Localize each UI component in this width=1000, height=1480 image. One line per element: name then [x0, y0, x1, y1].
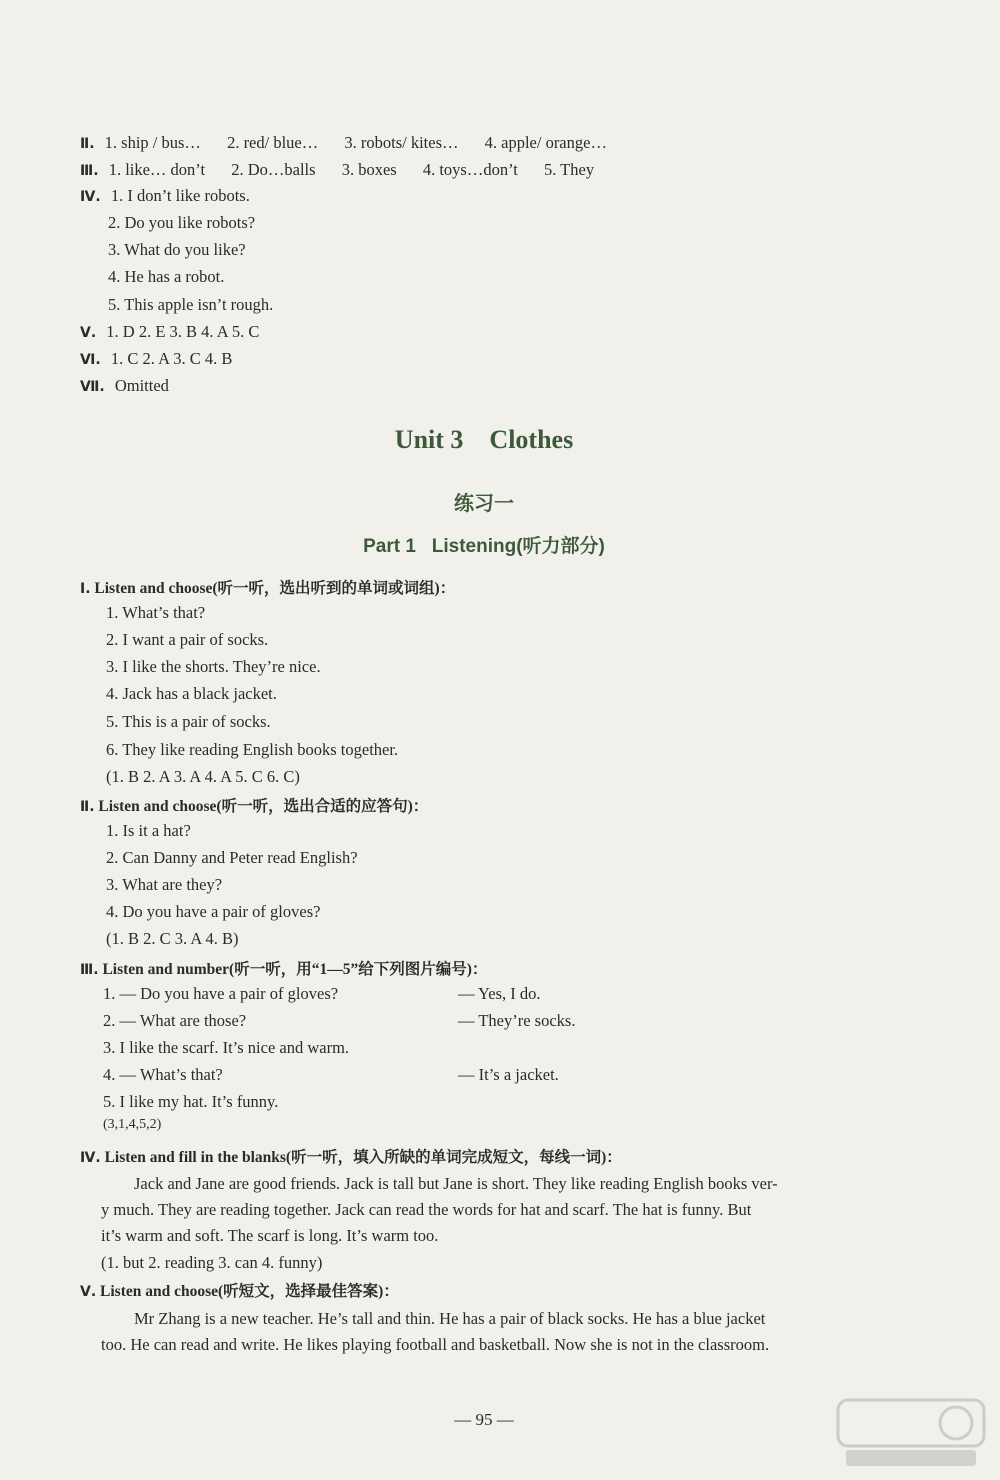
section-4-heading: [80, 1145, 622, 1167]
answer-item: 5. This apple isn’t rough.: [108, 295, 274, 314]
answer-item: 1. ship / bus…: [104, 133, 201, 152]
roman-numeral: Ⅳ.: [80, 1150, 101, 1166]
section-1-heading: [80, 576, 455, 598]
passage-line: Mr Zhang is a new teacher. He’s tall and thin. He has a pair of black socks. He has a blue jacket: [134, 1309, 766, 1328]
answer-key: (1. B 2. A 3. A 4. A 5. C 6. C): [106, 767, 300, 786]
answer-item: 4. toys…don’t: [422, 160, 518, 179]
passage-line: Jack and Jane are good friends. Jack is tall but Jane is short. They like reading English books ver-: [134, 1174, 778, 1193]
section-heading-text: Listen and choose(听一听，选出合适的应答句)：: [98, 798, 429, 815]
answer-row-6: [80, 349, 232, 369]
answer-item: 2. Do…balls: [231, 160, 316, 179]
roman-numeral: Ⅵ.: [80, 352, 101, 368]
answer-item: 3. What do you like?: [108, 240, 246, 259]
answer-key: (3,1,4,5,2): [103, 1117, 162, 1132]
list-item: 1. Is it a hat?: [106, 821, 191, 840]
answer-item: 1. D 2. E 3. B 4. A 5. C: [106, 322, 260, 341]
answer-item: 5. They: [543, 160, 595, 179]
list-item: 3. I like the shorts. They’re nice.: [106, 657, 321, 676]
page-number: — 95 —: [454, 1410, 514, 1429]
part-title: Part 1 Listening(听力部分): [363, 536, 605, 557]
passage-line: y much. They are reading together. Jack can read the words for hat and scarf. The hat is funny. But: [101, 1200, 752, 1219]
answer-row-5: [80, 322, 259, 342]
section-heading-text: Listen and number(听一听，用“1—5”给下列图片编号)：: [102, 961, 488, 978]
section-2-heading: [80, 794, 428, 816]
roman-numeral: Ⅴ.: [80, 325, 97, 341]
answer-item: 4. He has a robot.: [108, 267, 225, 286]
answer-item: 1. like… don’t: [108, 160, 206, 179]
section-heading-text: Listen and fill in the blanks(听一听，填入所缺的单词完成短文，每线一词)：: [104, 1149, 622, 1166]
roman-numeral: Ⅶ.: [80, 379, 105, 395]
list-item: 4. Do you have a pair of gloves?: [106, 902, 321, 921]
roman-numeral: Ⅳ.: [80, 189, 101, 205]
list-item: 2. I want a pair of socks.: [106, 630, 269, 649]
roman-numeral: Ⅱ.: [80, 136, 95, 152]
exercise-title: 练习一: [454, 491, 514, 515]
section-3-heading: [80, 957, 487, 979]
roman-numeral: Ⅱ.: [80, 799, 95, 815]
answer-item: 4. apple/ orange…: [484, 133, 607, 152]
unit-title: Unit 3 Clothes: [394, 425, 574, 454]
dialogue-reply: — They’re socks.: [458, 1011, 576, 1030]
list-item: 3. What are they?: [106, 875, 223, 894]
answer-item: 3. robots/ kites…: [344, 133, 459, 152]
answer-item: Omitted: [114, 376, 169, 395]
dialogue-line: 3. I like the scarf. It’s nice and warm.: [103, 1038, 350, 1057]
dialogue-reply: — Yes, I do.: [458, 984, 541, 1003]
answer-item: 1. C 2. A 3. C 4. B: [110, 349, 233, 368]
roman-numeral: Ⅲ.: [80, 163, 99, 179]
dialogue-line: 5. I like my hat. It’s funny.: [103, 1092, 279, 1111]
list-item: 4. Jack has a black jacket.: [106, 684, 277, 703]
section-heading-text: Listen and choose(听短文，选择最佳答案)：: [100, 1283, 399, 1300]
answer-key: (1. B 2. C 3. A 4. B): [106, 929, 239, 948]
dialogue-line: 1. — Do you have a pair of gloves?: [103, 984, 339, 1003]
roman-numeral: Ⅰ.: [80, 581, 91, 597]
passage-line: it’s warm and soft. The scarf is long. It’s warm too.: [101, 1226, 439, 1245]
passage-line: too. He can read and write. He likes playing football and basketball. Now she is not in the classroom.: [101, 1335, 770, 1354]
section-5-heading: [80, 1279, 399, 1301]
roman-numeral: Ⅲ.: [80, 962, 99, 978]
answer-item: 2. red/ blue…: [227, 133, 319, 152]
answer-row-7: [80, 376, 169, 396]
answer-key: (1. but 2. reading 3. can 4. funny): [101, 1253, 323, 1272]
answer-item: 2. Do you like robots?: [108, 213, 256, 232]
list-item: 1. What’s that?: [106, 603, 206, 622]
section-heading-text: Listen and choose(听一听，选出听到的单词或词组)：: [94, 580, 456, 597]
dialogue-line: 4. — What’s that?: [103, 1065, 223, 1084]
watermark-logo: [836, 1398, 986, 1470]
answer-row-3: [80, 160, 594, 180]
dialogue-reply: — It’s a jacket.: [458, 1065, 559, 1084]
answer-item: 1. I don’t like robots.: [110, 186, 250, 205]
list-item: 2. Can Danny and Peter read English?: [106, 848, 358, 867]
answer-row-2: [80, 133, 607, 153]
answer-row-4: [80, 186, 250, 206]
answer-item: 3. boxes: [341, 160, 397, 179]
list-item: 5. This is a pair of socks.: [106, 712, 271, 731]
roman-numeral: Ⅴ.: [80, 1284, 97, 1300]
list-item: 6. They like reading English books together.: [106, 740, 399, 759]
dialogue-line: 2. — What are those?: [103, 1011, 247, 1030]
